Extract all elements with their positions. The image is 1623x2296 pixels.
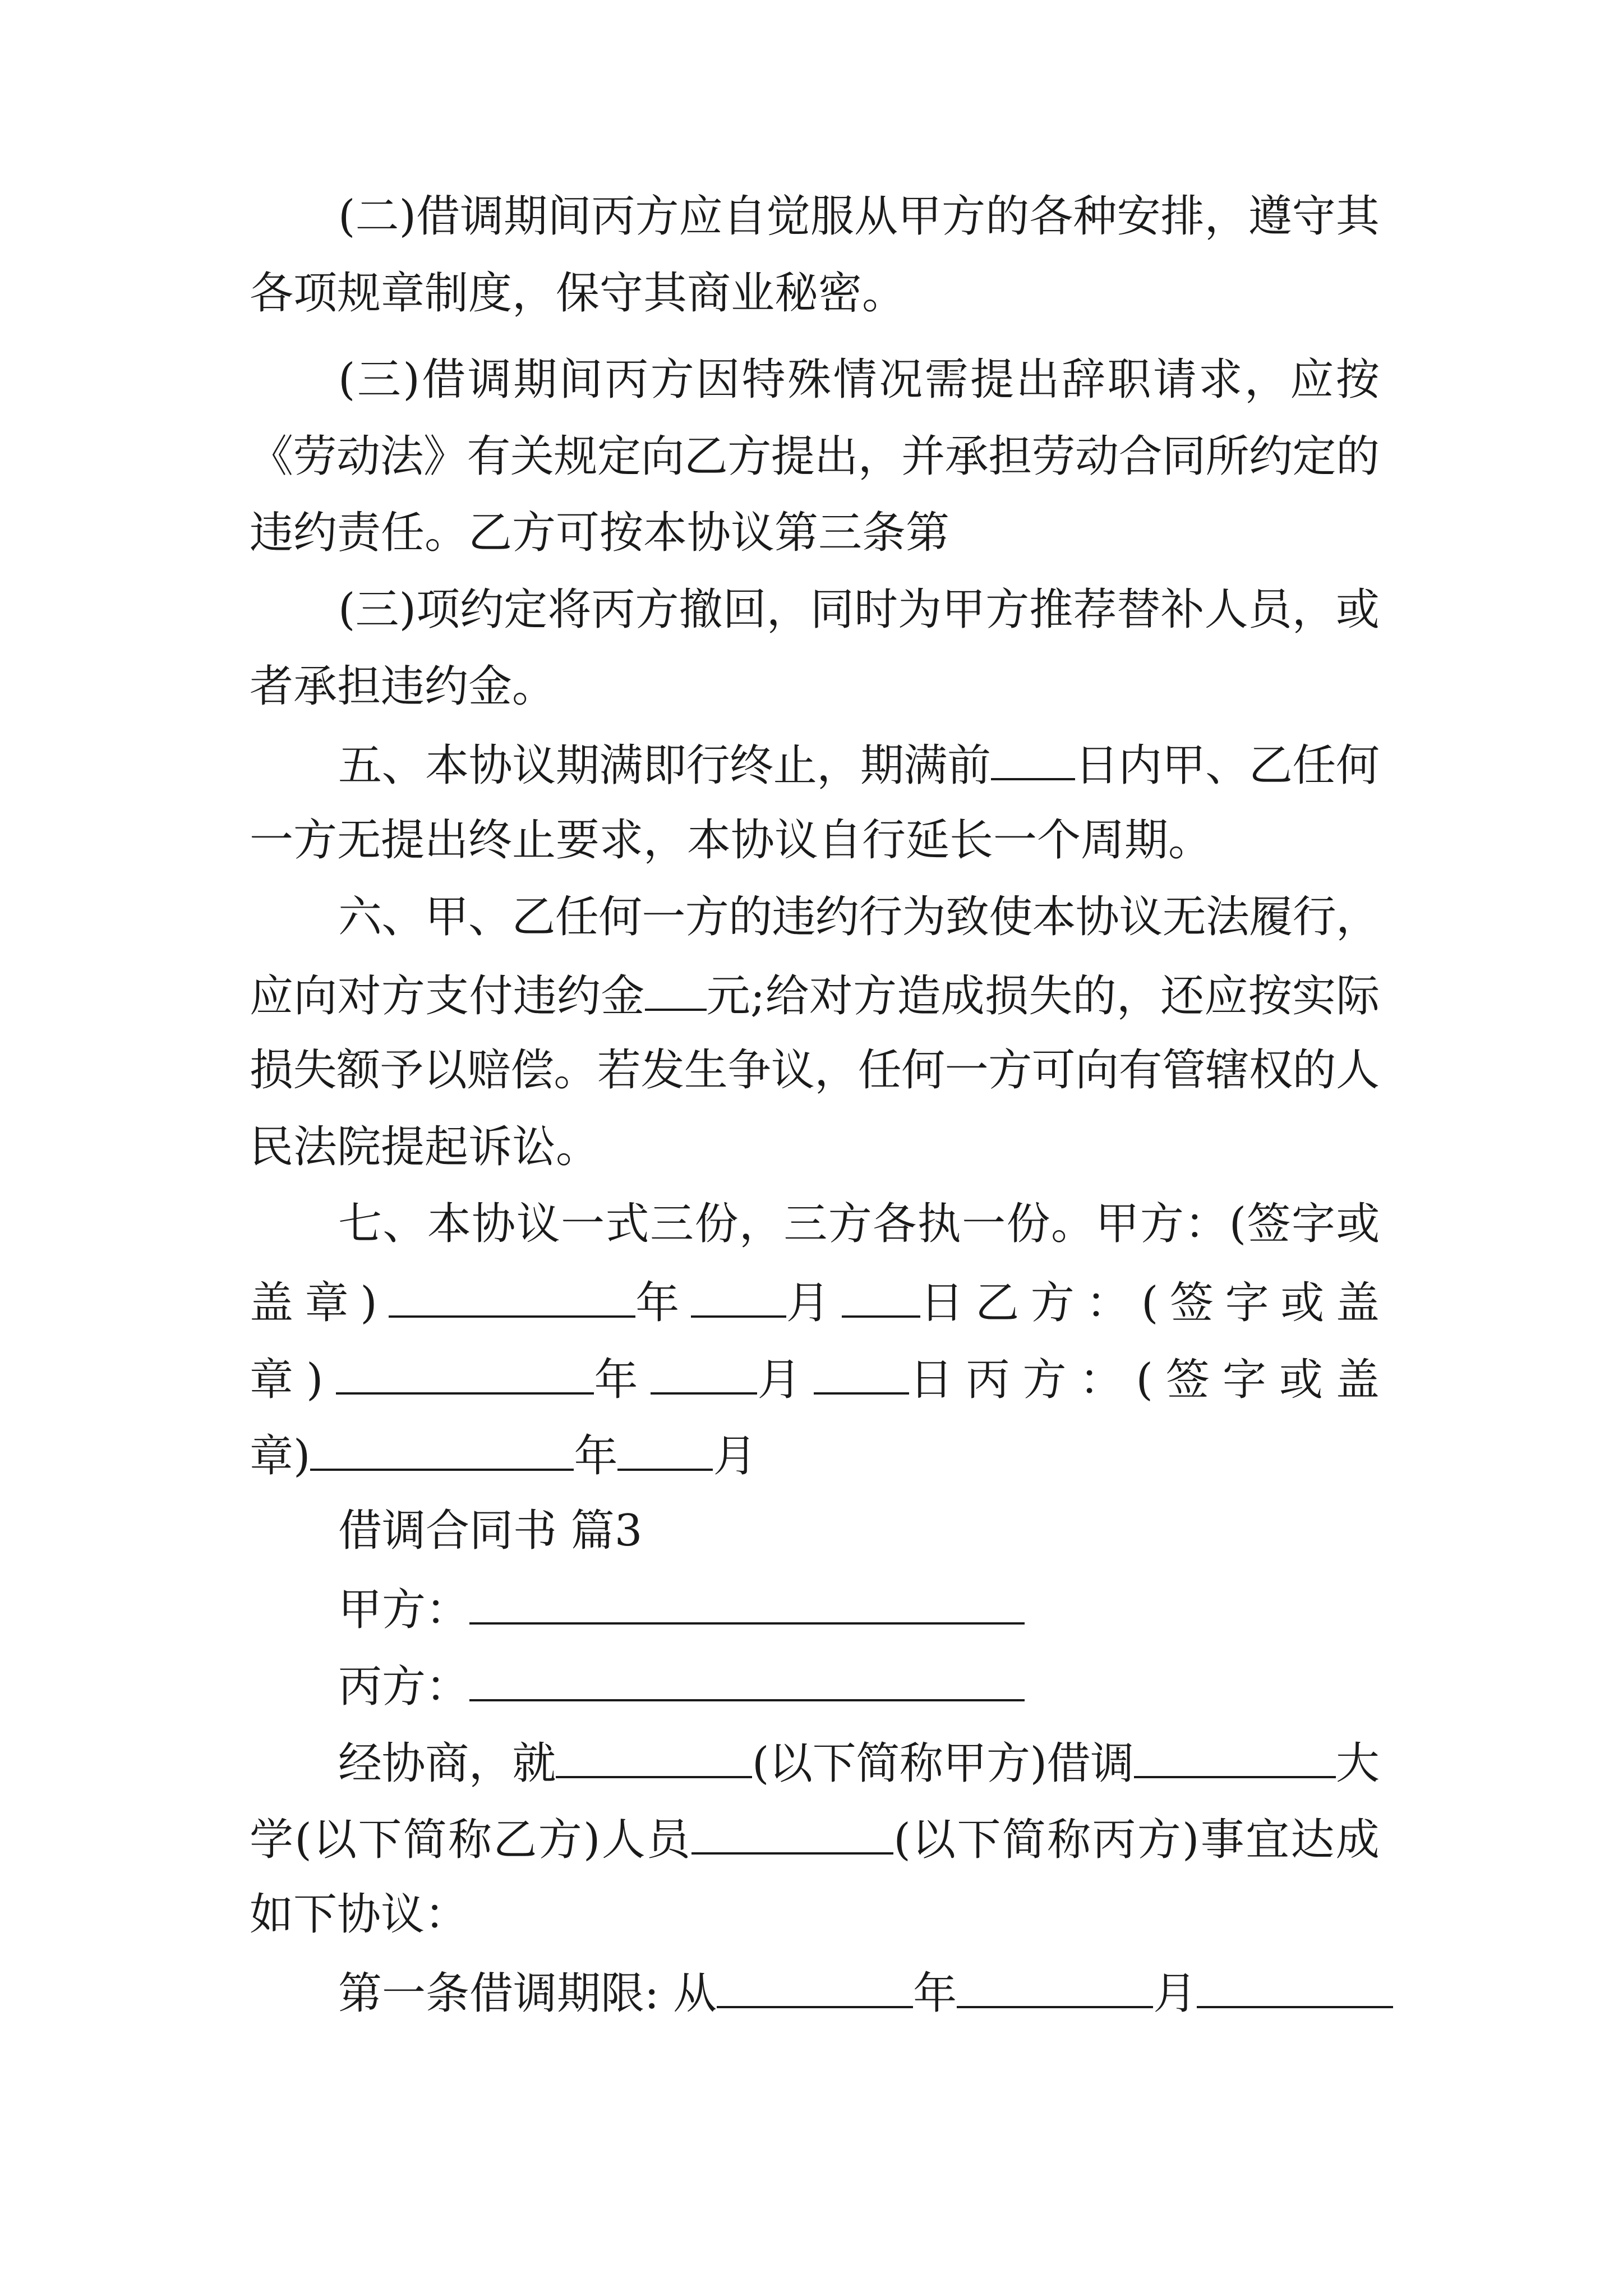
blank-underline — [645, 966, 707, 1011]
paragraph-line: 《劳动法》有关规定向乙方提出，并承担劳动合同所约定的 — [250, 431, 1380, 482]
paragraph-line: 者承担违约金。 — [250, 661, 556, 712]
paragraph-line: (二)借调期间丙方应自觉服从甲方的各种安排，遵守其 — [338, 191, 1380, 242]
paragraph-line: 五、本协议期满即行终止，期满前 日内甲、乙任何 — [338, 735, 1380, 792]
paragraph-line: (三)借调期间丙方因特殊情况需提出辞职请求，应按 — [338, 355, 1382, 405]
blank-underline — [957, 1963, 1153, 2008]
blank-underline — [991, 735, 1075, 780]
paragraph-line: 七、本协议一式三份，三方各执一份。甲方：(签字或 — [338, 1199, 1381, 1249]
blank-underline — [691, 1810, 893, 1855]
blank-underline — [617, 1426, 713, 1471]
blank-underline — [469, 1580, 1025, 1625]
paragraph-line: 如下协议： — [250, 1889, 469, 1940]
blank-underline — [814, 1350, 909, 1395]
blank-underline — [651, 1350, 757, 1395]
blank-underline — [389, 1273, 635, 1318]
paragraph-line: 应向对方支付违约金 元;给对方造成损失的，还应按实际 — [250, 966, 1380, 1022]
paragraph-line: 盖章) 年 月 日乙方：(签字或盖 — [250, 1273, 1391, 1329]
paragraph-line: 违约责任。乙方可按本协议第三条第 — [250, 508, 950, 558]
blank-underline — [469, 1657, 1025, 1701]
paragraph-line: 章) 年 月 日丙方：(签字或盖 — [250, 1350, 1393, 1406]
paragraph-line: 第一条借调期限: 从 年 月 — [338, 1963, 1393, 2019]
party-c-field: 丙方： — [338, 1657, 1025, 1713]
paragraph-line: 一方无提出终止要求，本协议自行延长一个周期。 — [250, 815, 1212, 866]
section-title: 借调合同书 篇3 — [338, 1506, 643, 1556]
blank-underline — [556, 1733, 752, 1778]
blank-underline — [1134, 1733, 1336, 1778]
paragraph-line: 学(以下简称乙方)人员 (以下简称丙方)事宜达成 — [250, 1810, 1381, 1866]
paragraph-line: 六、甲、乙任何一方的违约行为致使本协议无法履行， — [338, 892, 1380, 942]
blank-underline — [842, 1273, 920, 1318]
paragraph-line: 各项规章制度，保守其商业秘密。 — [250, 268, 906, 319]
blank-underline — [1197, 1963, 1393, 2008]
blank-underline — [717, 1963, 913, 2008]
blank-underline — [336, 1350, 594, 1395]
blank-underline — [310, 1426, 574, 1471]
paragraph-line: 章) 年 月 — [250, 1426, 757, 1482]
party-a-field: 甲方： — [338, 1580, 1025, 1636]
blank-underline — [691, 1273, 786, 1318]
paragraph-line: 民法院提起诉讼。 — [250, 1122, 600, 1172]
paragraph-line: 损失额予以赔偿。若发生争议，任何一方可向有管辖权的人 — [250, 1045, 1380, 1096]
paragraph-line: (三)项约定将丙方撤回，同时为甲方推荐替补人员，或 — [338, 585, 1380, 635]
paragraph-line: 经协商，就 (以下简称甲方)借调 大 — [338, 1733, 1380, 1789]
